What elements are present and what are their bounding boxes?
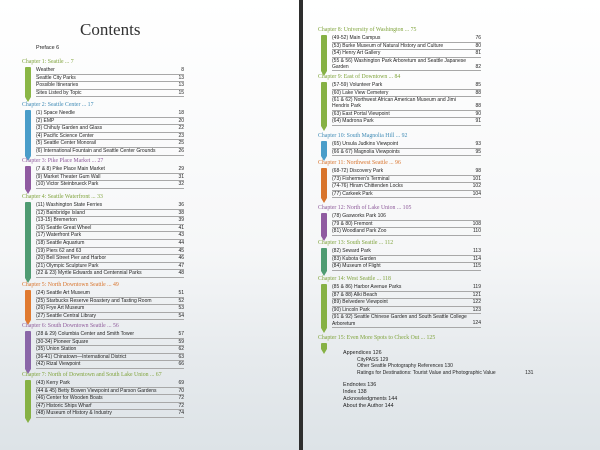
chapter-title[interactable]: Chapter 2: Seattle Center ... 17 bbox=[22, 102, 94, 108]
toc-entry[interactable] bbox=[332, 221, 481, 229]
toc-entry[interactable] bbox=[36, 133, 184, 141]
toc-entry[interactable] bbox=[36, 166, 184, 174]
pencil-icon bbox=[25, 166, 31, 189]
toc-entry-page: 51 bbox=[178, 290, 184, 296]
chapter-title[interactable]: Chapter 3: Pike Place Market ... 27 bbox=[22, 158, 104, 164]
toc-entry-page: 52 bbox=[178, 297, 184, 304]
chapter-entries bbox=[318, 82, 481, 126]
toc-entry[interactable] bbox=[36, 410, 184, 418]
pencil-icon bbox=[321, 284, 327, 328]
pencil-icon bbox=[321, 213, 327, 236]
toc-entry-label: (24) Seattle Art Museum bbox=[36, 290, 90, 296]
chapter-title[interactable]: Chapter 14: West Seattle ... 118 bbox=[318, 276, 391, 282]
toc-entry-page: 90 bbox=[475, 110, 481, 117]
toc-entry-page: 46 bbox=[178, 255, 184, 262]
toc-entry[interactable] bbox=[332, 141, 481, 149]
chapter-title[interactable]: Chapter 9: East of Downtown ... 84 bbox=[318, 74, 401, 80]
toc-entry-label: (91 & 92) Seattle Chinese Garden and South Seattle College Arboretum bbox=[332, 314, 467, 327]
toc-entry-page: 57 bbox=[178, 331, 184, 337]
right-chapter-4 bbox=[318, 160, 481, 198]
pencil-icon bbox=[321, 168, 327, 198]
chapter-entries bbox=[318, 168, 481, 198]
toc-entry[interactable] bbox=[36, 331, 184, 339]
toc-entry-label: (30-34) Pioneer Square bbox=[36, 338, 89, 345]
toc-entry-page: 104 bbox=[472, 190, 481, 197]
toc-entry-label: (46) Center for Wooden Boats bbox=[36, 395, 103, 402]
toc-entry[interactable] bbox=[36, 395, 184, 403]
toc-entry-label: (74-76) Hiram Chittenden Locks bbox=[332, 183, 403, 190]
toc-entry-page: 91 bbox=[475, 118, 481, 125]
toc-entry[interactable] bbox=[332, 97, 481, 110]
toc-entry-page: 31 bbox=[178, 173, 184, 180]
toc-entry[interactable] bbox=[36, 298, 184, 306]
toc-entry[interactable] bbox=[36, 380, 184, 388]
toc-entry-page: 121 bbox=[472, 291, 481, 298]
toc-entry[interactable] bbox=[36, 225, 184, 233]
toc-entry-label: (42) Rizal Viewpoint bbox=[36, 361, 81, 368]
toc-entry-page: 23 bbox=[178, 132, 184, 139]
toc-entry[interactable] bbox=[332, 299, 481, 307]
toc-entry[interactable] bbox=[36, 174, 184, 182]
toc-entry-page: 69 bbox=[178, 380, 184, 386]
toc-entry-page: 54 bbox=[178, 312, 184, 319]
toc-entry-page: 48 bbox=[178, 270, 184, 277]
left-chapter-7 bbox=[22, 372, 184, 418]
toc-entry[interactable] bbox=[36, 305, 184, 313]
toc-entry-label: Sites Listed by Topic bbox=[36, 89, 82, 96]
toc-entry-page: 45 bbox=[178, 247, 184, 254]
chapter-title[interactable]: Chapter 12: North of Lake Union ... 105 bbox=[318, 205, 412, 211]
toc-entry-label: (81) Woodland Park Zoo bbox=[332, 228, 387, 235]
toc-entry-label: (28 & 29) Columbia Center and Smith Tower bbox=[36, 331, 135, 337]
toc-entry-page: 72 bbox=[178, 402, 184, 409]
chapter-entries bbox=[318, 284, 481, 328]
chapter-title[interactable]: Chapter 5: North Downtown Seattle ... 49 bbox=[22, 282, 119, 288]
toc-entry-label: (11) Washington State Ferries bbox=[36, 202, 103, 208]
toc-entry-page: 80 bbox=[475, 42, 481, 49]
left-chapter-4 bbox=[22, 194, 184, 278]
chapter-entries bbox=[22, 202, 184, 278]
toc-entry-label: (66 & 67) Magnolia Viewpoints bbox=[332, 148, 400, 155]
toc-entry-page: 39 bbox=[178, 217, 184, 224]
toc-entry[interactable] bbox=[36, 82, 184, 90]
left-chapter-5 bbox=[22, 282, 184, 320]
toc-entry-label: (61 & 62) Northwest African American Museum and Jimi Hendrix Park bbox=[332, 97, 456, 110]
toc-entry-page: 82 bbox=[475, 63, 481, 70]
toc-entry-label: (10) Victor Steinbrueck Park bbox=[36, 181, 99, 188]
pencil-icon bbox=[321, 82, 327, 126]
toc-entry[interactable] bbox=[36, 290, 184, 298]
toc-entry-label: (1) Space Needle bbox=[36, 110, 75, 116]
appendices-label: Appendices bbox=[343, 350, 372, 356]
chapter-entries bbox=[318, 141, 481, 156]
toc-entry-label: (65) Ursula Judkins Viewpoint bbox=[332, 141, 399, 147]
toc-entry-page: 114 bbox=[473, 255, 481, 262]
pencil-icon bbox=[25, 331, 31, 369]
toc-entry[interactable] bbox=[36, 248, 184, 256]
appendix-ratings-label: Ratings for Destinations: Tourist Value and Photographic Value bbox=[357, 369, 496, 376]
toc-entry-page: 41 bbox=[178, 224, 184, 231]
toc-entry[interactable] bbox=[332, 191, 481, 199]
toc-entry-page: 72 bbox=[178, 395, 184, 402]
toc-entry-label: (77) Carkeek Park bbox=[332, 190, 373, 197]
index-line bbox=[343, 389, 533, 396]
toc-entry-label: (47) Historic Ships Wharf bbox=[36, 402, 92, 409]
pencil-icon bbox=[25, 290, 31, 320]
toc-entry-label: (49-52) Main Campus bbox=[332, 35, 381, 41]
toc-entry-label: (63) East Portal Viewpoint bbox=[332, 110, 390, 117]
toc-entry-page: 113 bbox=[473, 248, 481, 254]
toc-entry-page: 93 bbox=[475, 141, 481, 147]
appendices-page: 126 bbox=[372, 350, 382, 356]
toc-entry-page: 119 bbox=[473, 284, 481, 290]
chapter-title[interactable]: Chapter 15: Even More Spots to Check Out ... 125 bbox=[318, 335, 436, 341]
toc-entry-label: (53) Burke Museum of Natural History and Culture bbox=[332, 42, 444, 49]
right-chapter-5 bbox=[318, 205, 481, 236]
right-chapter-7 bbox=[318, 276, 481, 328]
toc-entry-page: 108 bbox=[472, 220, 481, 227]
toc-entry-label: (22 & 23) Myrtle Edwards and Centennial Parks bbox=[36, 270, 142, 277]
toc-entry-label: (2) EMP bbox=[36, 117, 55, 124]
toc-entry[interactable] bbox=[36, 90, 184, 98]
toc-entry[interactable] bbox=[332, 314, 481, 327]
toc-entry[interactable] bbox=[36, 339, 184, 347]
toc-entry[interactable] bbox=[332, 263, 481, 271]
toc-entry-page: 38 bbox=[178, 209, 184, 216]
toc-entry-label: (4) Pacific Science Center bbox=[36, 132, 94, 139]
toc-entry-label: Weather bbox=[36, 67, 55, 73]
toc-entry-page: 88 bbox=[475, 103, 481, 109]
toc-entry[interactable] bbox=[36, 255, 184, 263]
toc-entry-label: (89) Belvedere Viewpoint bbox=[332, 299, 388, 306]
chapter-title[interactable]: Chapter 1: Seattle ... 7 bbox=[22, 59, 74, 65]
toc-entry-page: 44 bbox=[178, 239, 184, 246]
about-author-page: 144 bbox=[384, 402, 394, 409]
chapter-entries bbox=[318, 35, 481, 71]
toc-entry-page: 8 bbox=[181, 67, 184, 73]
right-page bbox=[303, 0, 600, 450]
chapter-entries bbox=[22, 290, 184, 320]
toc-entry[interactable] bbox=[36, 217, 184, 225]
toc-entry-page: 47 bbox=[178, 262, 184, 269]
chapter-title[interactable]: Chapter 13: South Seattle ... 112 bbox=[318, 240, 394, 246]
toc-entry[interactable] bbox=[332, 90, 481, 98]
toc-entry-label: (18) Seattle Aquarium bbox=[36, 239, 85, 246]
toc-entry[interactable] bbox=[332, 168, 481, 176]
chapter-entries bbox=[318, 213, 481, 236]
left-chapter-1 bbox=[22, 59, 184, 97]
appendices-line bbox=[343, 350, 533, 357]
pencil-icon bbox=[321, 35, 327, 71]
endnotes-line bbox=[343, 382, 533, 389]
toc-entry-page: 43 bbox=[178, 232, 184, 239]
toc-entry-label: (64) Madrona Park bbox=[332, 118, 374, 125]
toc-entry[interactable] bbox=[36, 232, 184, 240]
toc-entry-page: 32 bbox=[178, 181, 184, 188]
toc-entry[interactable] bbox=[36, 140, 184, 148]
toc-entry-label: (73) Fishermen's Terminal bbox=[332, 175, 390, 182]
toc-entry[interactable] bbox=[36, 354, 184, 362]
right-chapter-8 bbox=[318, 335, 481, 349]
toc-entry-page: 36 bbox=[178, 202, 184, 208]
chapter-entries bbox=[22, 67, 184, 97]
toc-entry-label: (84) Museum of Flight bbox=[332, 263, 381, 270]
toc-entry[interactable] bbox=[36, 263, 184, 271]
toc-entry[interactable] bbox=[332, 50, 481, 58]
toc-entry-label: (6) International Fountain and Seattle Center Grounds bbox=[36, 147, 156, 154]
toc-entry-page: 15 bbox=[178, 89, 184, 96]
toc-entry[interactable] bbox=[36, 313, 184, 321]
toc-entry[interactable] bbox=[332, 248, 481, 256]
left-chapter-6 bbox=[22, 323, 184, 369]
chapter-entries bbox=[22, 110, 184, 156]
toc-entry-page: 115 bbox=[473, 263, 481, 270]
toc-entry-label: (55 & 56) Washington Park Arboretum and Seattle Japanese Garden bbox=[332, 57, 467, 70]
toc-entry-label: (90) Lincoln Park bbox=[332, 306, 370, 313]
toc-entry-page: 26 bbox=[178, 147, 184, 154]
toc-entry-page: 20 bbox=[178, 117, 184, 124]
toc-entry-label: (60) Lake View Cemetery bbox=[332, 89, 389, 96]
toc-entry[interactable] bbox=[332, 82, 481, 90]
toc-entry-label: (19) Piers 62 and 63 bbox=[36, 247, 82, 254]
toc-entry-label: (16) Seattle Great Wheel bbox=[36, 224, 92, 231]
chapter-entries bbox=[22, 380, 184, 418]
toc-entry[interactable] bbox=[36, 125, 184, 133]
toc-entry[interactable] bbox=[332, 284, 481, 292]
toc-entry-page: 76 bbox=[475, 35, 481, 41]
toc-entry[interactable] bbox=[36, 388, 184, 396]
chapter-entries bbox=[22, 166, 184, 189]
toc-entry-label: (5) Seattle Center Monorail bbox=[36, 140, 97, 147]
toc-entry-label: (68-72) Discovery Park bbox=[332, 168, 384, 174]
toc-entry-label: (79 & 80) Fremont bbox=[332, 220, 373, 227]
toc-entry-page: 53 bbox=[178, 305, 184, 312]
toc-entry-label: (78) Gasworks Park 106 bbox=[332, 213, 386, 219]
chapter-entries bbox=[318, 343, 481, 349]
toc-entry-label: (87 & 88) Alki Beach bbox=[332, 291, 378, 298]
toc-entry-page: 18 bbox=[178, 110, 184, 116]
toc-entry-label: (48) Museum of History & Industry bbox=[36, 410, 112, 417]
toc-entry[interactable] bbox=[36, 361, 184, 369]
about-author-line bbox=[343, 403, 533, 410]
toc-entry-label: (7 & 8) Pike Place Main Market bbox=[36, 166, 105, 172]
toc-entry[interactable] bbox=[36, 202, 184, 210]
pencil-icon bbox=[25, 380, 31, 418]
toc-entry[interactable] bbox=[36, 148, 184, 156]
endnotes-label: Endnotes bbox=[343, 381, 366, 388]
appendix-item-references: Other Seattle Photography References 130 bbox=[357, 363, 453, 370]
toc-entry[interactable] bbox=[36, 240, 184, 248]
toc-entry-page: 13 bbox=[178, 82, 184, 89]
toc-entry-page: 66 bbox=[178, 361, 184, 368]
toc-entry-label: (54) Henry Art Gallery bbox=[332, 50, 381, 57]
toc-entry-page: 63 bbox=[178, 353, 184, 360]
toc-entry-page: 102 bbox=[472, 183, 481, 190]
toc-entry-page: 62 bbox=[178, 346, 184, 353]
toc-entry[interactable] bbox=[36, 67, 184, 75]
toc-entry[interactable] bbox=[332, 43, 481, 51]
toc-entry-page: 122 bbox=[472, 299, 481, 306]
toc-entry[interactable] bbox=[36, 270, 184, 278]
chapter-entries bbox=[318, 248, 481, 271]
toc-entry-page: 25 bbox=[178, 140, 184, 147]
toc-entry-label: (83) Kubota Garden bbox=[332, 255, 377, 262]
pencil-icon bbox=[25, 67, 31, 97]
toc-entry-label: (9) Market Theater Gum Wall bbox=[36, 173, 101, 180]
toc-entry-label: (13-15) Bremerton bbox=[36, 217, 77, 224]
toc-entry[interactable] bbox=[36, 403, 184, 411]
appendix-ratings-page: 131 bbox=[525, 369, 534, 376]
toc-entry-label: (82) Seward Park bbox=[332, 248, 371, 254]
chapter-title[interactable]: Chapter 6: South Downtown Seattle ... 56 bbox=[22, 323, 119, 329]
toc-entry-page: 124 bbox=[472, 320, 481, 327]
left-chapter-2 bbox=[22, 102, 184, 156]
toc-entry-page: 123 bbox=[472, 306, 481, 313]
chapter-title[interactable]: Chapter 10: South Magnolia Hill ... 92 bbox=[318, 133, 408, 139]
toc-entry-label: (12) Bainbridge Island bbox=[36, 209, 85, 216]
toc-entry-page: 95 bbox=[475, 148, 481, 155]
toc-entry[interactable] bbox=[36, 181, 184, 189]
pencil-icon bbox=[25, 110, 31, 156]
toc-entry[interactable] bbox=[332, 149, 481, 157]
toc-entry-label: (25) Starbucks Reserve Roastery and Tasting Room bbox=[36, 297, 152, 304]
chapter-entries bbox=[22, 331, 184, 369]
toc-entry-page: 70 bbox=[178, 387, 184, 394]
pencil-icon bbox=[321, 343, 327, 349]
acknowledgments-label: Acknowledgments bbox=[343, 395, 387, 402]
pencil-icon bbox=[321, 248, 327, 271]
pencil-icon bbox=[25, 202, 31, 278]
preface-line bbox=[36, 45, 59, 51]
back-matter bbox=[343, 350, 533, 410]
toc-entry-page: 59 bbox=[178, 338, 184, 345]
index-page: 138 bbox=[357, 388, 367, 395]
chapter-title[interactable]: Chapter 7: North of Downtown and South Lake Union ... 67 bbox=[22, 372, 162, 378]
pencil-icon bbox=[321, 141, 327, 156]
toc-entry-label: (36-41) Chinatown—International District bbox=[36, 353, 127, 360]
acknowledgments-line bbox=[343, 396, 533, 403]
chapter-title[interactable]: Chapter 11: Northwest Seattle ... 96 bbox=[318, 160, 401, 166]
toc-entry[interactable] bbox=[332, 292, 481, 300]
right-chapter-3 bbox=[318, 133, 481, 156]
chapter-title[interactable]: Chapter 4: Seattle Waterfront ... 33 bbox=[22, 194, 103, 200]
toc-entry[interactable] bbox=[332, 183, 481, 191]
page-title: Contents bbox=[80, 20, 141, 39]
left-chapter-3 bbox=[22, 158, 184, 189]
toc-entry[interactable] bbox=[36, 210, 184, 218]
preface-label: Preface bbox=[36, 45, 55, 51]
toc-entry[interactable] bbox=[332, 228, 481, 236]
about-author-label: About the Author bbox=[343, 402, 384, 409]
toc-entry-label: (17) Waterfront Park bbox=[36, 232, 82, 239]
acknowledgments-page: 144 bbox=[388, 395, 398, 402]
toc-entry-label: (44 & 45) Betty Bowen Viewpoint and Parson Gardens bbox=[36, 387, 157, 394]
toc-entry-page: 13 bbox=[178, 74, 184, 81]
toc-entry-page: 98 bbox=[475, 168, 481, 174]
index-label: Index bbox=[343, 388, 357, 395]
appendix-item-ratings bbox=[343, 370, 533, 376]
toc-entry-page: 101 bbox=[472, 175, 481, 182]
toc-entry-label: (57-59) Volunteer Park bbox=[332, 82, 383, 88]
toc-entry[interactable] bbox=[332, 256, 481, 264]
toc-entry-label: (3) Chihuly Garden and Glass bbox=[36, 125, 103, 132]
toc-entry-page: 22 bbox=[178, 125, 184, 132]
toc-entry-label: (35) Union Station bbox=[36, 346, 77, 353]
toc-entry[interactable] bbox=[332, 35, 481, 43]
toc-entry-page: 85 bbox=[475, 82, 481, 88]
toc-entry-label: (26) Frye Art Museum bbox=[36, 305, 85, 312]
endnotes-page: 136 bbox=[367, 381, 377, 388]
left-page bbox=[0, 0, 299, 450]
toc-entry[interactable] bbox=[36, 118, 184, 126]
toc-entry[interactable] bbox=[36, 75, 184, 83]
toc-entry-label: (27) Seattle Central Library bbox=[36, 312, 97, 319]
toc-entry-page: 88 bbox=[475, 89, 481, 96]
preface-page: 6 bbox=[56, 45, 60, 51]
toc-entry[interactable] bbox=[332, 118, 481, 126]
right-chapter-6 bbox=[318, 240, 481, 271]
right-chapter-2 bbox=[318, 74, 481, 126]
chapter-title[interactable]: Chapter 8: University of Washington ... 75 bbox=[318, 27, 417, 33]
appendix-item-citypass: CityPASS 129 bbox=[357, 357, 389, 363]
toc-entry-page: 29 bbox=[178, 166, 184, 172]
toc-entry-label: Possible Itineraries bbox=[36, 82, 79, 89]
toc-entry[interactable] bbox=[36, 346, 184, 354]
toc-entry[interactable] bbox=[332, 176, 481, 184]
toc-entry-page: 74 bbox=[178, 410, 184, 417]
toc-entry-page: 81 bbox=[475, 50, 481, 57]
toc-entry[interactable] bbox=[332, 58, 481, 71]
toc-entry-label: (20) Bell Street Pier and Harbor bbox=[36, 255, 107, 262]
toc-entry-label: (85 & 86) Harbor Avenue Parks bbox=[332, 284, 402, 290]
toc-entry-label: Seattle City Parks bbox=[36, 74, 76, 81]
toc-entry[interactable] bbox=[332, 213, 481, 221]
toc-entry-label: (21) Olympic Sculpture Park bbox=[36, 262, 99, 269]
toc-entry[interactable] bbox=[332, 111, 481, 119]
toc-entry[interactable] bbox=[332, 307, 481, 315]
toc-entry-label: (43) Kerry Park bbox=[36, 380, 70, 386]
right-chapter-1 bbox=[318, 27, 481, 71]
toc-entry[interactable] bbox=[36, 110, 184, 118]
toc-entry-page: 110 bbox=[473, 228, 481, 235]
